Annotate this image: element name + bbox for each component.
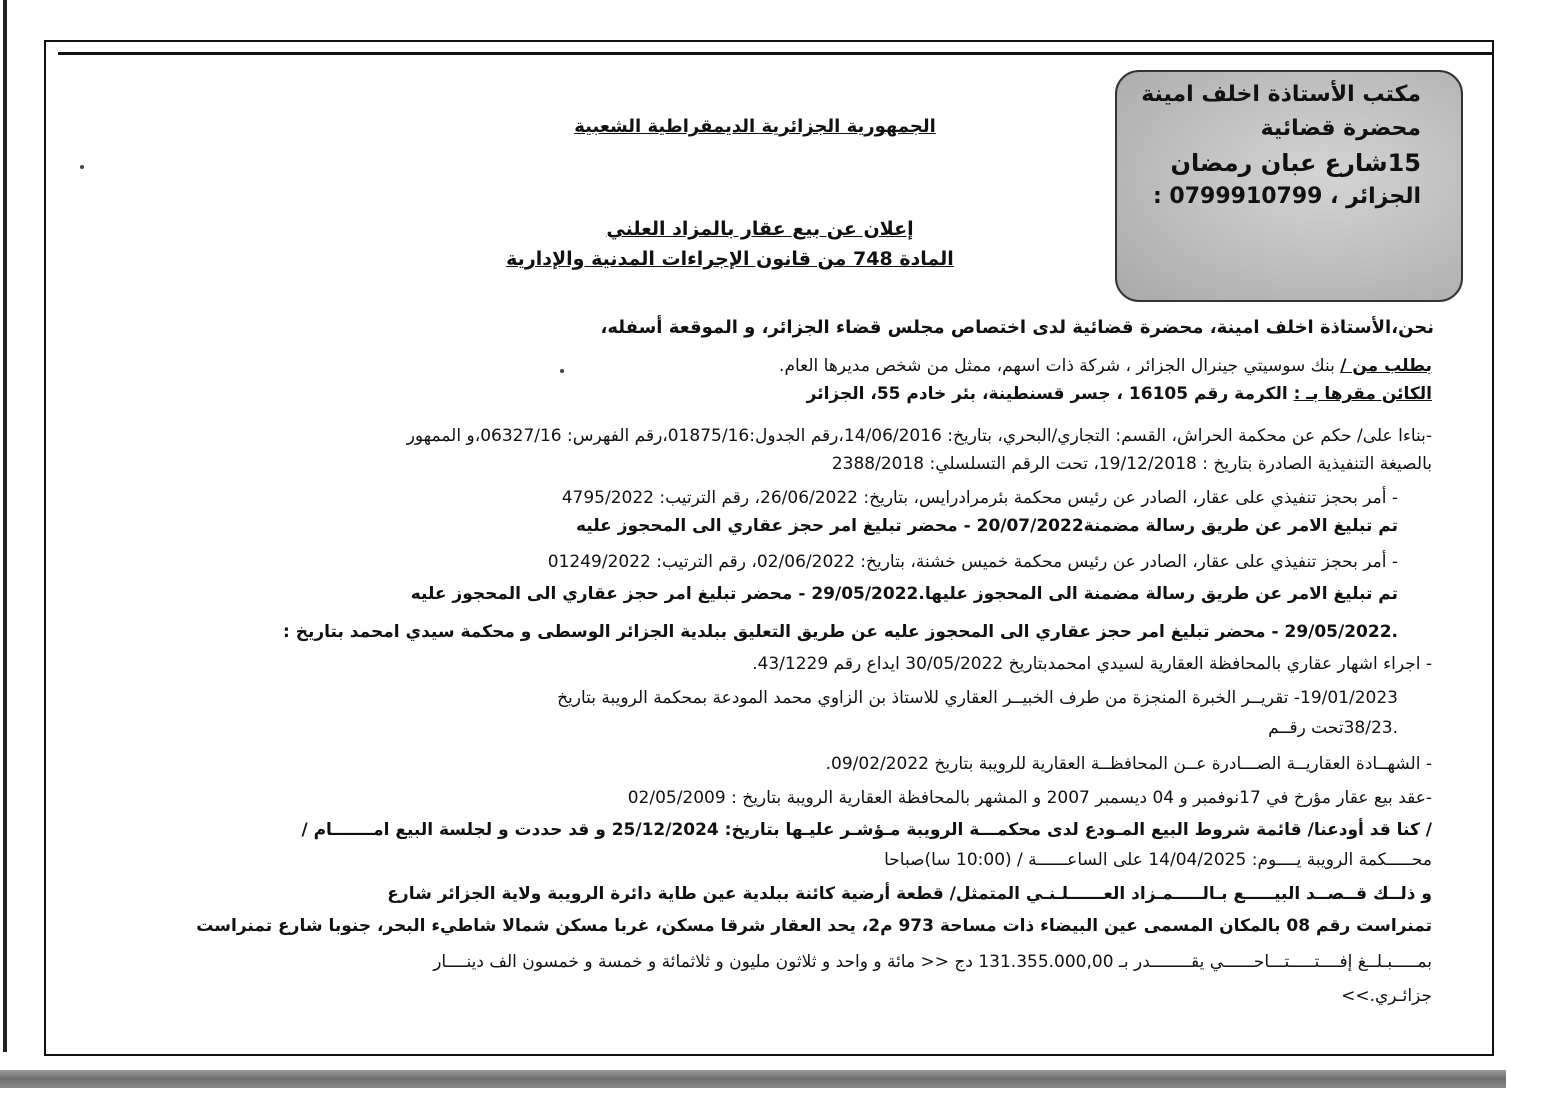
stamp-office-name: مكتب الأستاذة اخلف امينة (1141, 82, 1421, 107)
top-frame-rule (58, 52, 1492, 55)
intro-paragraph: نحن،الأستاذة اخلف امينة، محضرة قضائية لدى اختصاص مجلس قضاء الجزائر، و الموقعة أسفله، (600, 317, 1434, 338)
notification-2: تم تبليغ الامر عن طريق رسالة مضمنة الى المحجوز عليها.29/05/2022 - محضر تبليغ امر حجز عقاري الى المحجوز عليه (410, 584, 1398, 604)
announcement-article: المادة 748 من قانون الإجراءات المدنية والإدارية (506, 248, 954, 270)
land-registry-publicity: - اجراء اشهار عقاري بالمحافظة العقارية لسيدي امحمدبتاريخ 30/05/2022 ايداع رقم 43/1229. (752, 654, 1432, 674)
request-label: بطلب من / (1340, 356, 1432, 376)
stamp-phone: الجزائر ، 0799910799 : (1152, 184, 1421, 209)
seizure-order-1: - أمر بحجز تنفيذي على عقار، الصادر عن رئيس محكمة بئرمرادرايس، بتاريخ: 26/06/2022، رقم الترتيب: 4795/2022 (561, 488, 1398, 508)
republic-heading: الجمهورية الجزائرية الديمقراطية الشعبية (574, 116, 936, 137)
scan-speck (80, 165, 84, 169)
basis-line-1: -بناءا على/ حكم عن محكمة الحراش، القسم: التجاري/البحري، بتاريخ: 14/06/2016،رقم الجدول:01875/16،رقم الفهرس: 06327/16،و الممهور (406, 426, 1432, 446)
deposit-line-2: محـــــكمة الرويبة يــــوم: 14/04/2025 على الساعــــــة / (10:00 سا)صباحا (884, 850, 1432, 870)
deposit-line-1: / كنا قد أودعنا/ قائمة شروط البيع المـودع لدى محكمـــة الرويبة مـؤشـر عليـها بتاريخ: 25/12/2024 و قد حددت و لجلسة البيع امـــــــام / (301, 820, 1432, 840)
expert-report-line-2: .38/23تحت رقــم (1268, 718, 1398, 738)
expert-report-line-1: 19/01/2023- تقريــر الخبرة المنجزة من طرف الخبيــر العقاري للاستاذ بن الزاوي محمد المودعة بمحكمة الرويبة بتاريخ (557, 688, 1398, 708)
request-text: بنك سوسيتي جينرال الجزائر ، شركة ذات اسهم، ممثل من شخص مديرها العام. (779, 356, 1341, 376)
sale-description-1: و ذلــك قــصــد البيـــــع بـالـــــمـزاد العــــــلـنـي المتمثل/ قطعة أرضية كائنة ببلدية عين طاية دائرة الرويبة ولاية الجزائر شارع (387, 884, 1432, 904)
headquarters-label: الكائن مقرها بـ : (1293, 384, 1432, 404)
real-estate-certificate: - الشهــادة العقاريــة الصـــادرة عــن المحافظــة العقارية للرويبة بتاريخ 09/02/2022. (825, 754, 1432, 774)
request-line (779, 354, 1432, 378)
sale-price-line: بمـــــبـلــغ إفــــتـــــتـــاحــــــي يقــــــــدر بـ 131.355.000,00 دج << مائة و واحد و ثلاثون مليون و ثلاثمائة و خمسة و خمسون الف دينــــار (433, 952, 1432, 972)
basis-line-2: بالصيغة التنفيذية الصادرة بتاريخ : 19/12/2018، تحت الرقم التسلسلي: 2388/2018 (831, 454, 1432, 474)
bottom-scan-band (0, 1070, 1506, 1088)
headquarters-text: الكرمة رقم 16105 ، جسر قسنطينة، بئر خادم 55، الجزائر (806, 384, 1294, 404)
sale-description-2: تمنراست رقم 08 بالمكان المسمى عين البيضاء ذات مساحة 973 م2، يحد العقار شرقا مسكن، غربا مسكن شمالا شاطيء البحر، جنوبا شارع تمنراست (196, 916, 1432, 936)
left-border-rule (3, 0, 7, 1052)
seizure-order-2: - أمر بحجز تنفيذي على عقار، الصادر عن رئيس محكمة خميس خشنة، بتاريخ: 02/06/2022، رقم الترتيب: 01249/2022 (547, 552, 1398, 572)
bailiff-office-stamp (1115, 70, 1463, 302)
sale-price-end: جزائـري.>> (1341, 986, 1432, 1006)
headquarters-line (807, 382, 1432, 406)
scan-speck (560, 369, 564, 373)
notification-1: تم تبليغ الامر عن طريق رسالة مضمنة20/07/2022 - محضر تبليغ امر حجز عقاري الى المحجوز عليه (575, 516, 1398, 536)
notification-3: .29/05/2022 - محضر تبليغ امر حجز عقاري الى المحجوز عليه عن طريق التعليق ببلدية الجزائر الوسطى و محكمة سيدي امحمد بتاريخ : (283, 622, 1398, 642)
announcement-title: إعلان عن بيع عقار بالمزاد العلني (606, 218, 914, 240)
stamp-title: محضرة قضائية (1260, 116, 1421, 141)
sale-contract: -عقد بيع عقار مؤرخ في 17نوفمبر و 04 ديسمبر 2007 و المشهر بالمحافظة العقارية الرويبة بتاريخ : 02/05/2009 (627, 788, 1432, 808)
stamp-address: 15شارع عبان رمضان (1170, 149, 1421, 177)
